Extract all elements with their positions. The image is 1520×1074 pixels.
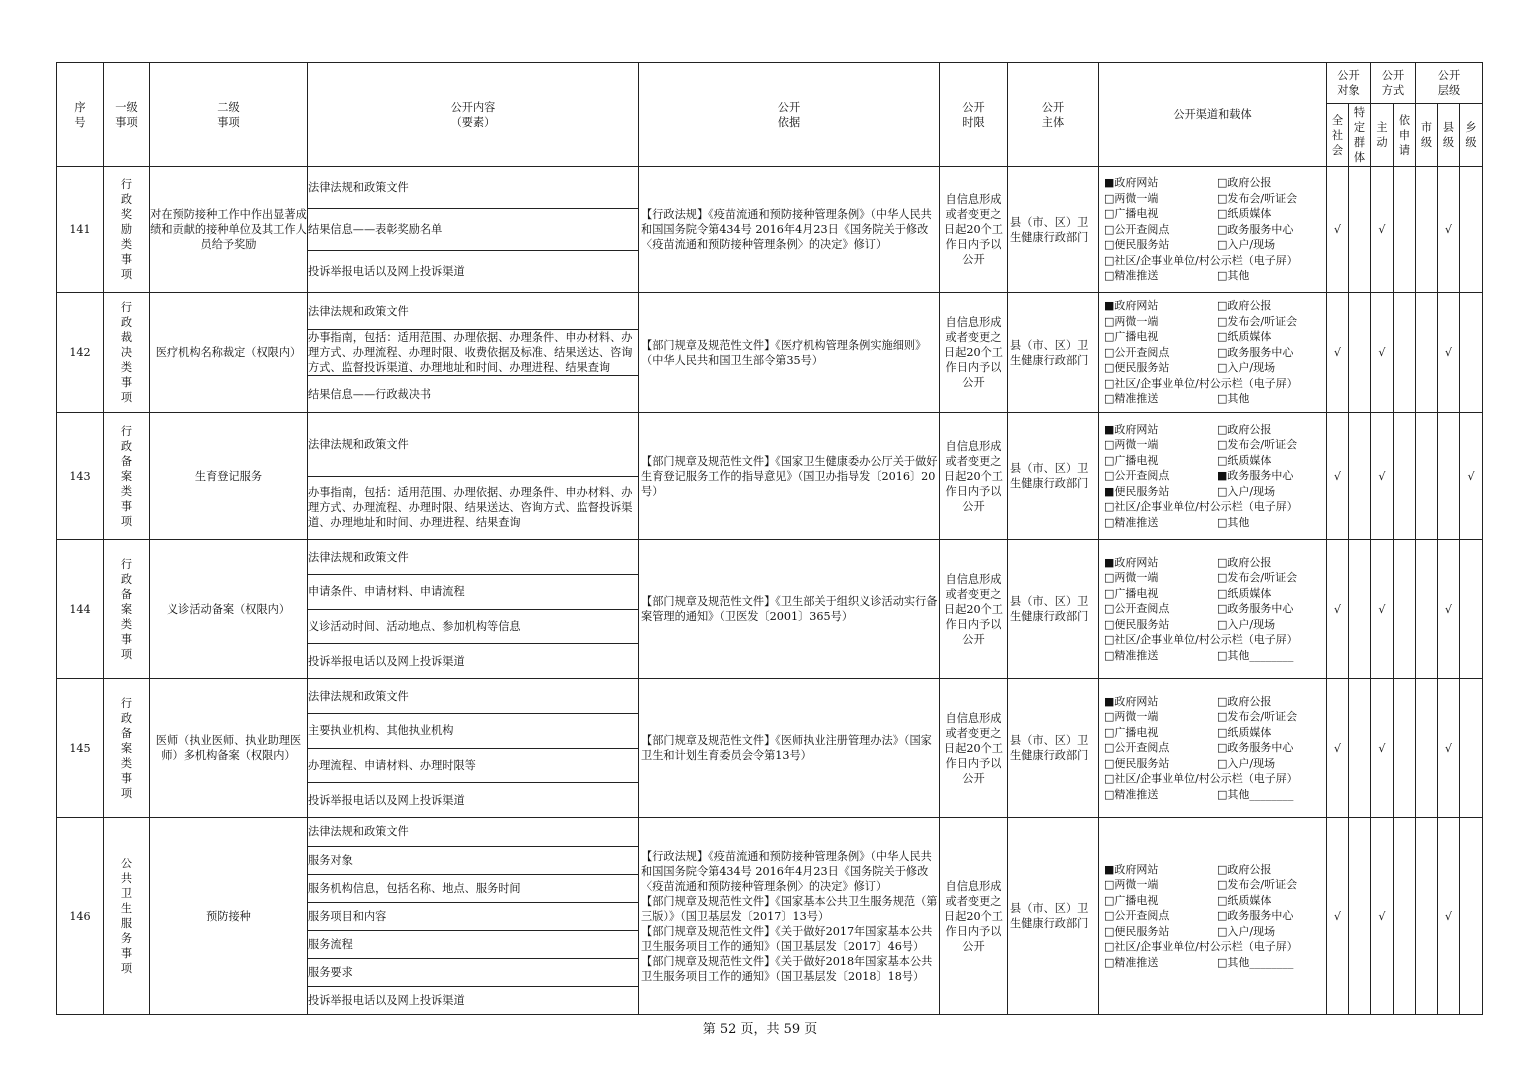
content-cell — [308, 167, 639, 293]
level1-item: 行政备案类事项 — [104, 540, 150, 679]
mark-town — [1460, 818, 1483, 1015]
content-item: 办理流程、申请材料、办理时限等 — [308, 748, 638, 783]
level2-item: 义诊活动备案（权限内） — [150, 540, 308, 679]
channel-service-station: □便民服务站 — [1104, 361, 1170, 375]
channel-door: □入户/现场 — [1217, 238, 1276, 252]
row-number: 143 — [57, 413, 104, 540]
mark-apply — [1394, 293, 1416, 413]
channel-two-micro: □两微一端 — [1104, 710, 1159, 724]
content-item: 投诉举报电话以及网上投诉渠道 — [308, 993, 465, 1007]
level2-item: 生育登记服务 — [150, 413, 308, 540]
channel-precise: □精准推送 — [1104, 392, 1159, 406]
basis-line: 【部门规章及规范性文件】《关于做好2017年国家基本公共卫生服务项目工作的通知》（国卫基层发〔2017〕46号） — [641, 924, 933, 953]
row-number: 145 — [57, 679, 104, 818]
channel-gov-site: ■政府网站 — [1104, 694, 1159, 708]
mark-apply — [1394, 540, 1416, 679]
channel-two-micro: □两微一端 — [1104, 314, 1159, 328]
header-level-county: 县级 — [1438, 104, 1460, 167]
content-item: 办事指南，包括：适用范围、办理依据、办理条件、申办材料、办理方式、办理流程、办理时限、结果送达、咨询方式、监督投诉渠道、办理地址和时间、办理进程、结果查询 — [308, 486, 633, 530]
time-limit-cell: 自信息形成或者变更之日起20个工作日内予以公开 — [940, 818, 1008, 1015]
channel-gov-bulletin: □政府公报 — [1217, 422, 1272, 436]
content-item: 结果信息——行政裁决书 — [308, 387, 432, 401]
header-method-group: 公开方式 — [1371, 63, 1416, 104]
channel-gov-bulletin: □政府公报 — [1217, 555, 1272, 569]
mark-apply — [1394, 413, 1416, 540]
channel-service-station: □便民服务站 — [1104, 756, 1170, 770]
channel-press: □发布会/听证会 — [1217, 191, 1298, 205]
mark-county: √ — [1438, 293, 1460, 413]
mark-county: √ — [1438, 167, 1460, 293]
subject-cell: 县（市、区）卫生健康行政部门 — [1008, 413, 1099, 540]
mark-apply — [1394, 167, 1416, 293]
channel-two-micro: □两微一端 — [1104, 571, 1159, 585]
channel-cell — [1099, 413, 1327, 540]
channel-other: □其他 — [1217, 515, 1250, 529]
channel-gov-bulletin: □政府公报 — [1217, 299, 1272, 313]
time-limit-cell: 自信息形成或者变更之日起20个工作日内予以公开 — [940, 293, 1008, 413]
channel-radio-tv: □广播电视 — [1104, 330, 1159, 344]
channel-community: □社区/企事业单位/村公示栏（电子屏） — [1104, 940, 1298, 954]
channel-reading: □公开查阅点 — [1104, 222, 1170, 236]
channel-door: □入户/现场 — [1217, 617, 1276, 631]
channel-other: □其他________ — [1217, 787, 1294, 801]
mark-apply — [1394, 818, 1416, 1015]
header-level-city: 市级 — [1416, 104, 1438, 167]
channel-cell — [1099, 679, 1327, 818]
mark-obj-all: √ — [1327, 413, 1349, 540]
channel-service-center: ■政务服务中心 — [1217, 469, 1294, 483]
channel-other: □其他 — [1217, 269, 1250, 283]
channel-radio-tv: □广播电视 — [1104, 586, 1159, 600]
level2-item: 预防接种 — [150, 818, 308, 1015]
channel-precise: □精准推送 — [1104, 648, 1159, 662]
channel-cell — [1099, 293, 1327, 413]
channel-gov-site: ■政府网站 — [1104, 299, 1159, 313]
content-item: 投诉举报电话以及网上投诉渠道 — [308, 793, 465, 807]
header-level2: 二级事项 — [150, 63, 308, 167]
channel-paper: □纸质媒体 — [1217, 586, 1272, 600]
mark-county: √ — [1438, 818, 1460, 1015]
header-basis: 公开依据 — [639, 63, 940, 167]
channel-press: □发布会/听证会 — [1217, 314, 1298, 328]
content-item: 服务流程 — [308, 930, 638, 958]
channel-door: □入户/现场 — [1217, 924, 1276, 938]
content-cell — [308, 413, 639, 540]
page-footer: 第 52 页，共 59 页 — [702, 1022, 818, 1037]
level2-item: 医师（执业医师、执业助理医师）多机构备案（权限内） — [150, 679, 308, 818]
header-method-active: 主动 — [1371, 104, 1394, 167]
subject-cell: 县（市、区）卫生健康行政部门 — [1008, 167, 1099, 293]
channel-press: □发布会/听证会 — [1217, 438, 1298, 452]
header-seq: 序号 — [57, 63, 104, 167]
header-level1: 一级事项 — [104, 63, 150, 167]
channel-gov-site: ■政府网站 — [1104, 555, 1159, 569]
header-object-group: 公开对象 — [1327, 63, 1371, 104]
mark-town — [1460, 293, 1483, 413]
channel-press: □发布会/听证会 — [1217, 710, 1298, 724]
mark-obj-all: √ — [1327, 540, 1349, 679]
basis-cell — [639, 818, 940, 1015]
channel-cell — [1099, 540, 1327, 679]
row-number: 144 — [57, 540, 104, 679]
time-limit-cell: 自信息形成或者变更之日起20个工作日内予以公开 — [940, 540, 1008, 679]
table-row — [57, 818, 1483, 1015]
table-row — [57, 679, 1483, 818]
mark-city — [1416, 540, 1438, 679]
channel-radio-tv: □广播电视 — [1104, 453, 1159, 467]
channel-paper: □纸质媒体 — [1217, 207, 1272, 221]
channel-reading: □公开查阅点 — [1104, 469, 1170, 483]
content-item: 申请条件、申请材料、申请流程 — [308, 575, 638, 610]
channel-reading: □公开查阅点 — [1104, 909, 1170, 923]
time-limit-cell: 自信息形成或者变更之日起20个工作日内予以公开 — [940, 413, 1008, 540]
content-item: 投诉举报电话以及网上投诉渠道 — [308, 654, 465, 668]
header-obj-all: 全社会 — [1327, 104, 1349, 167]
mark-apply — [1394, 679, 1416, 818]
header-method-apply: 依申请 — [1394, 104, 1416, 167]
channel-community: □社区/企事业单位/村公示栏（电子屏） — [1104, 376, 1298, 390]
channel-service-station: □便民服务站 — [1104, 617, 1170, 631]
time-limit-cell: 自信息形成或者变更之日起20个工作日内予以公开 — [940, 167, 1008, 293]
level1-item: 行政备案类事项 — [104, 413, 150, 540]
content-item: 结果信息——表彰奖励名单 — [308, 209, 638, 251]
time-limit-cell: 自信息形成或者变更之日起20个工作日内予以公开 — [940, 679, 1008, 818]
basis-cell: 【部门规章及规范性文件】《卫生部关于组织义诊活动实行备案管理的通知》（卫医发〔2001〕365号） — [639, 540, 940, 679]
mark-obj-all: √ — [1327, 818, 1349, 1015]
channel-community: □社区/企事业单位/村公示栏（电子屏） — [1104, 253, 1298, 267]
content-item: 主要执业机构、其他执业机构 — [308, 714, 638, 749]
channel-press: □发布会/听证会 — [1217, 571, 1298, 585]
header-subject: 公开主体 — [1008, 63, 1099, 167]
channel-service-center: □政务服务中心 — [1217, 741, 1294, 755]
channel-reading: □公开查阅点 — [1104, 345, 1170, 359]
table-row — [57, 293, 1483, 413]
header-time-limit: 公开时限 — [940, 63, 1008, 167]
channel-service-station: □便民服务站 — [1104, 924, 1170, 938]
channel-paper: □纸质媒体 — [1217, 453, 1272, 467]
channel-gov-bulletin: □政府公报 — [1217, 176, 1272, 190]
mark-active: √ — [1371, 413, 1394, 540]
channel-radio-tv: □广播电视 — [1104, 893, 1159, 907]
mark-active: √ — [1371, 679, 1394, 818]
channel-precise: □精准推送 — [1104, 787, 1159, 801]
content-item: 法律法规和政策文件 — [308, 540, 638, 575]
basis-cell: 【行政法规】《疫苗流通和预防接种管理条例》（中华人民共和国国务院令第434号 2016年4月23日《国务院关于修改〈疫苗流通和预防接种管理条例〉的决定》修订） — [639, 167, 940, 293]
channel-gov-bulletin: □政府公报 — [1217, 694, 1272, 708]
mark-city — [1416, 167, 1438, 293]
channel-service-center: □政务服务中心 — [1217, 222, 1294, 236]
table-row — [57, 413, 1483, 540]
level2-item: 对在预防接种工作中作出显著成绩和贡献的接种单位及其工作人员给予奖励 — [150, 167, 308, 293]
mark-obj-all: √ — [1327, 167, 1349, 293]
mark-obj-specific — [1349, 167, 1371, 293]
header-level-group: 公开层级 — [1416, 63, 1483, 104]
content-item: 法律法规和政策文件 — [308, 293, 638, 330]
channel-two-micro: □两微一端 — [1104, 878, 1159, 892]
channel-radio-tv: □广播电视 — [1104, 207, 1159, 221]
basis-cell: 【部门规章及规范性文件】《医师执业注册管理办法》（国家卫生和计划生育委员会令第13号） — [639, 679, 940, 818]
content-item: 办事指南，包括：适用范围、办理依据、办理条件、申办材料、办理方式、办理流程、办理时限、收费依据及标准、结果送达、咨询方式、监督投诉渠道、办理地址和时间、办理进程、结果查询 — [308, 330, 638, 376]
mark-city — [1416, 413, 1438, 540]
mark-town — [1460, 167, 1483, 293]
channel-door: □入户/现场 — [1217, 361, 1276, 375]
level2-item: 医疗机构名称裁定（权限内） — [150, 293, 308, 413]
header-channel: 公开渠道和载体 — [1099, 63, 1327, 167]
channel-precise: □精准推送 — [1104, 515, 1159, 529]
subject-cell: 县（市、区）卫生健康行政部门 — [1008, 540, 1099, 679]
mark-obj-specific — [1349, 679, 1371, 818]
channel-cell — [1099, 167, 1327, 293]
table-row — [57, 540, 1483, 679]
mark-obj-all: √ — [1327, 679, 1349, 818]
channel-gov-site: ■政府网站 — [1104, 422, 1159, 436]
content-item: 法律法规和政策文件 — [308, 818, 638, 846]
subject-cell: 县（市、区）卫生健康行政部门 — [1008, 293, 1099, 413]
channel-community: □社区/企事业单位/村公示栏（电子屏） — [1104, 772, 1298, 786]
level1-item: 行政奖励类事项 — [104, 167, 150, 293]
channel-door: □入户/现场 — [1217, 756, 1276, 770]
content-item: 法律法规和政策文件 — [308, 413, 638, 476]
channel-reading: □公开查阅点 — [1104, 602, 1170, 616]
mark-active: √ — [1371, 818, 1394, 1015]
channel-two-micro: □两微一端 — [1104, 438, 1159, 452]
channel-community: □社区/企事业单位/村公示栏（电子屏） — [1104, 500, 1298, 514]
content-item: 法律法规和政策文件 — [308, 679, 638, 714]
channel-precise: □精准推送 — [1104, 269, 1159, 283]
header-content: 公开内容（要素） — [308, 63, 639, 167]
content-cell — [308, 818, 639, 1015]
channel-door: □入户/现场 — [1217, 484, 1276, 498]
mark-obj-all: √ — [1327, 293, 1349, 413]
level1-item: 行政裁决类事项 — [104, 293, 150, 413]
channel-service-center: □政务服务中心 — [1217, 909, 1294, 923]
content-cell — [308, 540, 639, 679]
content-item: 法律法规和政策文件 — [308, 167, 638, 209]
mark-city — [1416, 293, 1438, 413]
content-item: 服务机构信息，包括名称、地点、服务时间 — [308, 874, 638, 902]
channel-press: □发布会/听证会 — [1217, 878, 1298, 892]
channel-precise: □精准推送 — [1104, 955, 1159, 969]
mark-obj-specific — [1349, 540, 1371, 679]
channel-community: □社区/企事业单位/村公示栏（电子屏） — [1104, 633, 1298, 647]
mark-city — [1416, 679, 1438, 818]
disclosure-table — [56, 62, 1483, 1015]
level1-item: 公共卫生服务事项 — [104, 818, 150, 1015]
mark-city — [1416, 818, 1438, 1015]
channel-other: □其他 — [1217, 392, 1250, 406]
header-obj-specific: 特定群体 — [1349, 104, 1371, 167]
basis-line: 【行政法规】《疫苗流通和预防接种管理条例》（中华人民共和国国务院令第434号 2016年4月23日《国务院关于修改〈疫苗流通和预防接种管理条例〉的决定》修订） — [641, 849, 932, 893]
mark-active: √ — [1371, 167, 1394, 293]
channel-other: □其他________ — [1217, 955, 1294, 969]
channel-reading: □公开查阅点 — [1104, 741, 1170, 755]
channel-gov-bulletin: □政府公报 — [1217, 862, 1272, 876]
mark-active: √ — [1371, 540, 1394, 679]
channel-gov-site: ■政府网站 — [1104, 176, 1159, 190]
channel-paper: □纸质媒体 — [1217, 893, 1272, 907]
row-number: 142 — [57, 293, 104, 413]
channel-gov-site: ■政府网站 — [1104, 862, 1159, 876]
mark-county: √ — [1438, 679, 1460, 818]
subject-cell: 县（市、区）卫生健康行政部门 — [1008, 818, 1099, 1015]
level1-item: 行政备案类事项 — [104, 679, 150, 818]
content-item: 义诊活动时间、活动地点、参加机构等信息 — [308, 609, 638, 644]
basis-cell: 【部门规章及规范性文件】《国家卫生健康委办公厅关于做好生育登记服务工作的指导意见》（国卫办指导发〔2016〕20号） — [639, 413, 940, 540]
header-level-town: 乡级 — [1460, 104, 1483, 167]
mark-county: √ — [1438, 540, 1460, 679]
mark-town — [1460, 540, 1483, 679]
channel-service-center: □政务服务中心 — [1217, 345, 1294, 359]
channel-other: □其他________ — [1217, 648, 1294, 662]
channel-service-station: ■便民服务站 — [1104, 484, 1170, 498]
channel-paper: □纸质媒体 — [1217, 330, 1272, 344]
mark-active: √ — [1371, 293, 1394, 413]
table-row — [57, 167, 1483, 293]
channel-cell — [1099, 818, 1327, 1015]
basis-cell: 【部门规章及规范性文件】《医疗机构管理条例实施细则》（中华人民共和国卫生部令第35号） — [639, 293, 940, 413]
mark-obj-specific — [1349, 293, 1371, 413]
mark-town: √ — [1460, 413, 1483, 540]
content-cell — [308, 293, 639, 413]
channel-two-micro: □两微一端 — [1104, 191, 1159, 205]
content-item: 服务项目和内容 — [308, 902, 638, 930]
channel-service-center: □政务服务中心 — [1217, 602, 1294, 616]
content-cell — [308, 679, 639, 818]
basis-line: 【部门规章及规范性文件】《国家基本公共卫生服务规范（第三版）》（国卫基层发〔2017〕13号） — [641, 894, 938, 923]
channel-service-station: □便民服务站 — [1104, 238, 1170, 252]
channel-radio-tv: □广播电视 — [1104, 725, 1159, 739]
mark-obj-specific — [1349, 413, 1371, 540]
mark-obj-specific — [1349, 818, 1371, 1015]
content-item: 服务要求 — [308, 958, 638, 986]
channel-paper: □纸质媒体 — [1217, 725, 1272, 739]
mark-county — [1438, 413, 1460, 540]
row-number: 146 — [57, 818, 104, 1015]
mark-town — [1460, 679, 1483, 818]
content-item: 服务对象 — [308, 846, 638, 874]
basis-line: 【部门规章及规范性文件】《关于做好2018年国家基本公共卫生服务项目工作的通知》（国卫基层发〔2018〕18号） — [641, 954, 933, 983]
row-number: 141 — [57, 167, 104, 293]
subject-cell: 县（市、区）卫生健康行政部门 — [1008, 679, 1099, 818]
content-item: 投诉举报电话以及网上投诉渠道 — [308, 264, 465, 278]
